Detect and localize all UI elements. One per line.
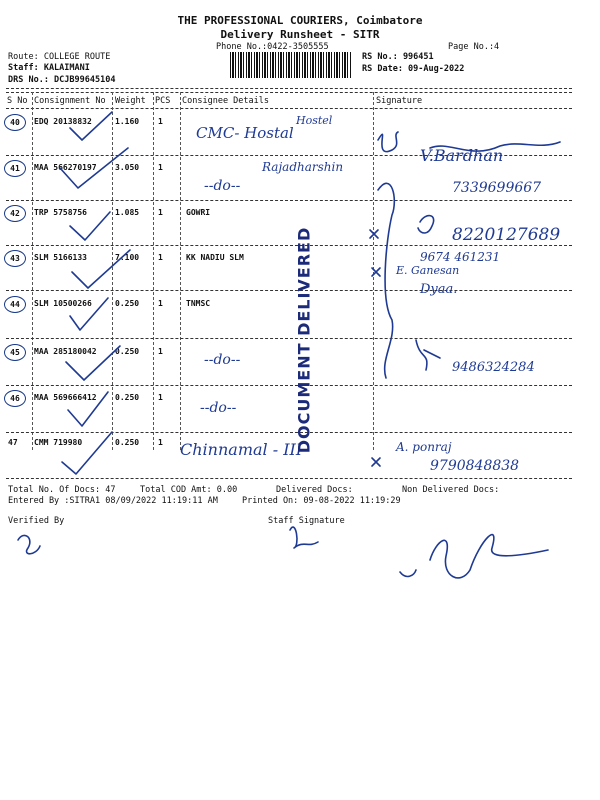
printed-on: Printed On: 09-08-2022 11:19:29 <box>242 496 401 506</box>
signature-scribble <box>378 132 398 152</box>
consignment-number: EDQ 20138832 <box>34 117 92 126</box>
pieces: 1 <box>158 393 163 402</box>
handwritten-phone: 7339699667 <box>452 180 542 196</box>
consignment-number: MAA 285180042 <box>34 347 97 356</box>
serial-number: 45 <box>4 344 26 361</box>
pieces: 1 <box>158 299 163 308</box>
total-docs: Total No. Of Docs: 47 <box>8 485 116 495</box>
rs-date: RS Date: 09-Aug-2022 <box>362 64 465 74</box>
consignment-number: SLM 10500266 <box>34 299 92 308</box>
weight: 0.250 <box>115 393 140 402</box>
consignment-number: MAA 569666412 <box>34 393 97 402</box>
cross-mark-icon <box>370 230 378 238</box>
checkmark-icon <box>68 392 108 426</box>
checkmark-icon <box>70 212 110 240</box>
handwritten-signature: V.Bardhan <box>420 146 504 165</box>
cross-mark-icon <box>372 268 380 276</box>
checkmark-icon <box>60 148 128 188</box>
delivered-stamp <box>284 226 324 454</box>
verified-by-label: Verified By <box>8 516 65 526</box>
col-header-sno: S No <box>7 96 28 106</box>
company-name: THE PROFESSIONAL COURIERS, Coimbatore <box>177 14 423 27</box>
handwritten-phone: 8220127689 <box>452 225 561 245</box>
delivered-docs: Delivered Docs: <box>276 485 353 495</box>
consignee-details: TNMSC <box>186 299 211 308</box>
handwritten-signature: Dyaa. <box>420 282 458 297</box>
consignment-number: CMM 719980 <box>34 438 83 447</box>
pieces: 1 <box>158 438 163 447</box>
pieces: 1 <box>158 253 163 262</box>
signature-scribble <box>290 527 318 548</box>
serial-number: 43 <box>4 250 26 267</box>
signature-scribble <box>400 535 548 578</box>
handwritten-phone: 9674 461231 <box>420 250 501 264</box>
handwritten-ditto: --do-- <box>204 178 241 194</box>
pieces: 1 <box>158 117 163 126</box>
consignee-details: KK NADIU SLM <box>186 253 244 262</box>
checkmark-icon <box>66 346 120 380</box>
page-number: Page No.:4 <box>448 42 500 52</box>
col-header-pcs: PCS <box>155 96 171 106</box>
serial-number: 42 <box>4 205 26 222</box>
stamp-text: DOCUMENT DELIVERED <box>294 226 314 454</box>
sheet-title: Delivery Runsheet - SITR <box>220 28 380 41</box>
weight: 7.100 <box>115 253 140 262</box>
pieces: 1 <box>158 208 163 217</box>
drs-number: DRS No.: DCJB99645104 <box>8 75 116 85</box>
serial-number: 47 <box>8 438 18 447</box>
col-header-consignee: Consignee Details <box>182 96 269 106</box>
staff-signature-label: Staff Signature <box>268 516 345 526</box>
weight: 0.250 <box>115 347 140 356</box>
checkmark-icon <box>72 250 130 288</box>
pieces: 1 <box>158 163 163 172</box>
col-header-weight: Weight <box>115 96 146 106</box>
weight: 0.250 <box>115 299 140 308</box>
signature-scribble <box>18 535 40 553</box>
weight: 3.050 <box>115 163 140 172</box>
handwritten-ditto: --do-- <box>204 352 241 368</box>
rs-number: RS No.: 996451 <box>362 52 434 62</box>
non-delivered-docs: Non Delivered Docs: <box>402 485 500 495</box>
serial-number: 40 <box>4 114 26 131</box>
consignee-details: GOWRI <box>186 208 211 217</box>
checkmark-icon <box>70 298 108 330</box>
pieces: 1 <box>158 347 163 356</box>
handwritten-phone: 9486324284 <box>452 360 535 375</box>
checkmark-icon <box>70 112 112 140</box>
serial-number: 41 <box>4 160 26 177</box>
phone-number: Phone No.:0422-3505555 <box>216 42 329 52</box>
cross-mark-icon <box>372 458 380 466</box>
handwritten-consignee: CMC- Hostal <box>196 124 294 142</box>
col-header-consignment: Consignment No <box>34 96 106 106</box>
handwritten-note: Hostel <box>296 114 333 127</box>
col-header-signature: Signature <box>376 96 423 106</box>
consignment-number: MAA 566270197 <box>34 163 97 172</box>
staff-name: Staff: KALAIMANI <box>8 63 90 73</box>
total-cod: Total COD Amt: 0.00 <box>140 485 238 495</box>
consignment-number: TRP 5758756 <box>34 208 87 217</box>
weight: 1.160 <box>115 117 140 126</box>
entered-by: Entered By :SITRA1 08/09/2022 11:19:11 AM <box>8 496 218 506</box>
signature-scribble <box>418 216 434 233</box>
signature-scribble <box>416 340 440 370</box>
handwritten-consignee: Chinnamal - III <box>180 440 303 459</box>
weight: 0.250 <box>115 438 140 447</box>
handwritten-consignee: Rajadharshin <box>262 160 344 174</box>
handwritten-name: A. ponraj <box>396 440 452 454</box>
handwritten-ditto: --do-- <box>200 400 237 416</box>
serial-number: 46 <box>4 390 26 407</box>
signature-scribble <box>378 183 394 378</box>
consignment-number: SLM 5166133 <box>34 253 87 262</box>
serial-number: 44 <box>4 296 26 313</box>
checkmark-icon <box>62 432 112 474</box>
handwritten-name: E. Ganesan <box>396 264 460 277</box>
weight: 1.085 <box>115 208 140 217</box>
handwritten-phone: 9790848838 <box>430 458 520 474</box>
route: Route: COLLEGE ROUTE <box>8 52 111 62</box>
